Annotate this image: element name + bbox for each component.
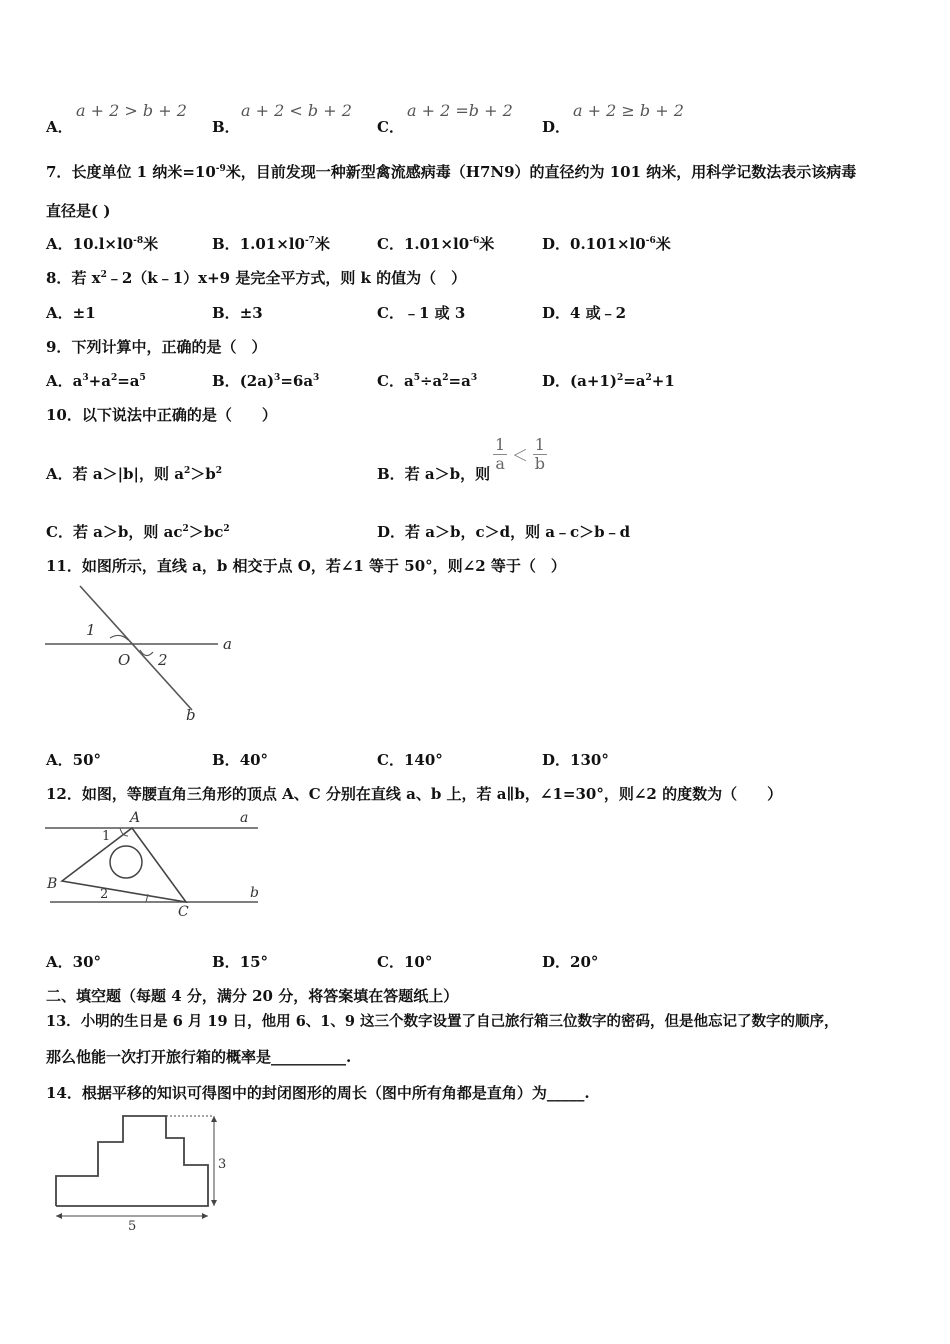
- dim-height-arrow-top: [211, 1116, 217, 1122]
- q10-option-b-fractions: $\frac{1}{a}$ ＜ $\frac{1}{b}$: [495, 435, 546, 473]
- label-1: 1: [86, 621, 96, 639]
- section-2-title: 二、填空题（每题 4 分，满分 20 分，将答案填在答题纸上）: [46, 987, 459, 1005]
- q6-option-a-label: A．: [46, 118, 73, 136]
- label-width: 5: [128, 1219, 137, 1233]
- line-b: [80, 586, 192, 710]
- q6-option-b-label: B．: [212, 118, 240, 136]
- q12-option-a: A．30°: [46, 953, 102, 971]
- q7-option-c: C．$1.01\times l0^{-6}$米: [377, 235, 495, 253]
- q7-stem: [46, 161, 856, 182]
- dim-width-arrow-right: [202, 1213, 208, 1219]
- q8-text-b: ﹣2（k﹣1）x+9 是完全平方式，则 k 的值为（ ）: [106, 269, 467, 287]
- q8-option-d: D．4 或﹣2: [542, 304, 627, 322]
- q10-option-b-text: B．若 a＞b，则: [377, 465, 491, 483]
- q8-option-b: B．±3: [212, 304, 263, 322]
- label-b: b: [250, 885, 259, 901]
- q6-option-d-expr: a + 2 ≥ b + 2: [573, 101, 684, 120]
- q11-stem: 11．如图所示，直线 a，b 相交于点 O，若∠1 等于 50°，则∠2 等于（ ）: [46, 557, 566, 575]
- q8-exponent: 2: [100, 270, 107, 280]
- q6-option-b-expr: a + 2 < b + 2: [241, 101, 352, 120]
- q8-number: 8．: [46, 269, 72, 287]
- dim-height-arrow-bottom: [211, 1200, 217, 1206]
- q9-option-d: D．$(a+1)^2=a^2+1$: [542, 372, 675, 390]
- stepped-shape: [56, 1116, 208, 1206]
- q9-option-c: C．$a^5\div a^2=a^3$: [377, 372, 478, 390]
- q11-option-c: C．140°: [377, 751, 443, 769]
- q10-option-c: C．若 a＞b，则 $ac^2>bc^2$: [46, 523, 230, 541]
- label-o: O: [118, 651, 131, 669]
- label-1: 1: [102, 829, 111, 844]
- q10-stem: 10．以下说法中正确的是（ ）: [46, 406, 277, 424]
- q9-stem: 9．下列计算中，正确的是（ ）: [46, 338, 267, 356]
- q7-option-d: D．$0.101\times l0^{-6}$米: [542, 235, 671, 253]
- label-C: C: [178, 904, 189, 920]
- label-b: b: [186, 706, 196, 724]
- dim-width-arrow-left: [56, 1213, 62, 1219]
- q7-text-b: 米，目前发现一种新型禽流感病毒（H7N9）的直径约为 101 纳米，用科学记数法表示该病毒: [225, 163, 857, 181]
- label-a: a: [223, 635, 232, 653]
- q11-option-b: B．40°: [212, 751, 269, 769]
- q14-stem: 14．根据平移的知识可得图中的封闭图形的周长（图中所有角都是直角）为_____.: [46, 1084, 590, 1102]
- q9-option-b: B．$(2a)^3=6a^3$: [212, 372, 320, 390]
- q12-option-d: D．20°: [542, 953, 599, 971]
- q7-number: 7．: [46, 163, 72, 181]
- q7-text-a: 长度单位 1 纳米=10: [71, 163, 216, 181]
- q8-text-a: 若 x: [71, 269, 101, 287]
- fraction-1-over-b: $\frac{1}{b}$: [534, 435, 546, 473]
- q13-stem: 13．小明的生日是 6 月 19 日，他用 6、1、9 这三个数字设置了自己旅行箱三位数字的密码，但是他忘记了数字的顺序，: [46, 1013, 839, 1030]
- q12-stem: 12．如图，等腰直角三角形的顶点 A、C 分别在直线 a、b 上，若 a∥b，∠1=30°，则∠2 的度数为（ ）: [46, 785, 783, 803]
- label-height: 3: [218, 1157, 227, 1172]
- label-B: B: [47, 876, 58, 892]
- q10-option-a: A．若 a＞|b|，则 $a^2>b^2$: [46, 465, 222, 483]
- q7-exponent: -9: [215, 164, 226, 174]
- q6-option-c-label: C．: [377, 118, 404, 136]
- q8-stem: [46, 267, 466, 288]
- label-A: A: [130, 810, 141, 826]
- q7-option-b: B．$1.01\times l0^{-7}$米: [212, 235, 330, 253]
- label-2: 2: [158, 651, 168, 669]
- q13-stem-line2: 那么他能一次打开旅行箱的概率是__________.: [46, 1048, 352, 1066]
- q6-option-a-expr: a + 2 > b + 2: [76, 101, 187, 120]
- q11-option-a: A．50°: [46, 751, 102, 769]
- label-a: a: [240, 810, 249, 826]
- q12-option-b: B．15°: [212, 953, 269, 971]
- q14-figure: [48, 1108, 228, 1233]
- q12-option-c: C．10°: [377, 953, 433, 971]
- q10-option-d: D．若 a＞b，c＞d，则 a﹣c＞b﹣d: [377, 523, 631, 541]
- q12-figure: [40, 808, 270, 923]
- label-2: 2: [100, 887, 109, 902]
- fraction-1-over-a: $\frac{1}{a}$: [495, 435, 506, 473]
- q6-option-c-expr: a + 2 =b + 2: [407, 101, 513, 120]
- q11-option-d: D．130°: [542, 751, 609, 769]
- q11-figure: [40, 582, 260, 724]
- q6-option-d-label: D．: [542, 118, 571, 136]
- q8-option-c: C．﹣1 或 3: [377, 304, 466, 322]
- triangle-hole: [110, 846, 142, 878]
- q7-stem-line2: 直径是( ): [46, 202, 111, 220]
- q7-option-a: A．$10.l\times l0^{-8}$米: [46, 235, 159, 253]
- triangle-abc: [62, 828, 186, 902]
- q9-option-a: A．$a^3+a^2=a^5$: [46, 372, 146, 390]
- q8-option-a: A．±1: [46, 304, 96, 322]
